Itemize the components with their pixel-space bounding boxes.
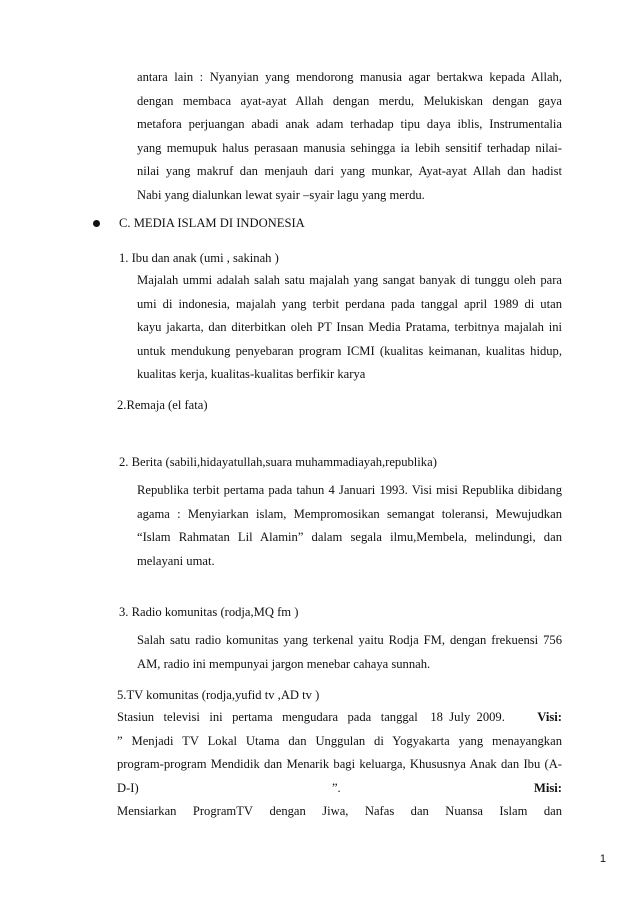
word: Nuansa xyxy=(445,804,484,819)
text-line: kualitas kerja, kualitas-kualitas berfikir karya xyxy=(137,367,366,382)
text-line: AM, radio ini mempunyai jargon menebar cahaya sunnah. xyxy=(137,656,431,671)
word: Jiwa, xyxy=(322,804,349,819)
text-line: dengan membaca ayat-ayat Allah dengan merdu, Melukiskan dengan gaya xyxy=(137,93,562,108)
text-line: Nabi yang dialunkan lewat syair –syair lagu yang merdu. xyxy=(137,187,425,202)
text-line: yang memupuk halus perasaan manusia sehingga ia lebih sensitif terhadap nilai- xyxy=(137,140,562,155)
visi-label: Visi: xyxy=(537,710,562,724)
word: dan xyxy=(410,804,429,819)
word: Nafas xyxy=(364,804,395,819)
text-line xyxy=(117,800,562,824)
item5-paragraph xyxy=(117,706,562,824)
text-fragment: ”. xyxy=(331,780,341,795)
text-line xyxy=(117,706,562,730)
text-line: metafora perjuangan abadi anak adam terhadap tipu daya iblis, Instrumentalia xyxy=(137,117,562,132)
text-line: Salah satu radio komunitas yang terkenal yaitu Rodja FM, dengan frekuensi 756 xyxy=(137,633,562,647)
word: Mensiarkan xyxy=(117,804,177,819)
text-line: antara lain : Nyanyian yang mendorong manusia agar bertakwa kepada Allah, xyxy=(137,70,562,84)
item-heading: 2. Berita (sabili,hidayatullah,suara muhammadiayah,republika) xyxy=(119,455,437,469)
section-heading: C. MEDIA ISLAM DI INDONESIA xyxy=(119,216,305,230)
page-number: 1 xyxy=(599,853,606,865)
item4-paragraph xyxy=(137,629,562,676)
text-line: nilai yang makruf dan menjauh dari yang munkar, Ayat-ayat Allah dan hadist xyxy=(137,164,562,179)
text-fragment: D-I) xyxy=(117,780,139,795)
word: dengan xyxy=(269,804,306,819)
word: dan xyxy=(543,804,562,819)
text-fragment: Stasiun televisi ini pertama mengudara pada tanggal 18 July 2009. xyxy=(117,710,505,724)
text-line: agama : Menyiarkan islam, Mempromosikan semangat toleransi, Mewujudkan xyxy=(137,506,562,521)
item-heading: 5.TV komunitas (rodja,yufid tv ,AD tv ) xyxy=(117,688,320,702)
text-line: ” Menjadi TV Lokal Utama dan Unggulan di Yogyakarta yang menayangkan xyxy=(117,733,562,748)
misi-label: Misi: xyxy=(534,780,562,795)
item-heading: 3. Radio komunitas (rodja,MQ fm ) xyxy=(119,605,299,619)
text-line: umi di indonesia, majalah yang terbit perdana pada tanggal april 1989 di utan xyxy=(137,296,562,311)
text-line: program-program Mendidik dan Menarik bagi keluarga, Khususnya Anak dan Ibu (A- xyxy=(117,757,562,772)
item1-paragraph xyxy=(137,269,562,387)
word: ProgramTV xyxy=(192,804,254,819)
bullet-icon xyxy=(93,220,100,227)
intro-paragraph xyxy=(137,66,562,208)
text-line: melayani umat. xyxy=(137,553,215,568)
item-heading: 1. Ibu dan anak (umi , sakinah ) xyxy=(119,251,279,265)
text-line: Majalah ummi adalah salah satu majalah yang sangat banyak di tunggu oleh para xyxy=(137,273,562,287)
text-line: “Islam Rahmatan Lil Alamin” dalam segala ilmu,Membela, melindungi, dan xyxy=(137,530,562,545)
text-line: untuk mendukung penyebaran program ICMI (kualitas keimanan, kualitas hidup, xyxy=(137,343,562,358)
text-line: kayu jakarta, dan diterbitkan oleh PT Insan Media Pratama, terbitnya majalah ini xyxy=(137,320,562,335)
text-line: Republika terbit pertama pada tahun 4 Januari 1993. Visi misi Republika dibidang xyxy=(137,483,562,497)
text-line xyxy=(117,777,562,801)
item-heading: 2.Remaja (el fata) xyxy=(117,398,208,412)
item3-paragraph xyxy=(137,479,562,573)
word: Islam xyxy=(499,804,528,819)
